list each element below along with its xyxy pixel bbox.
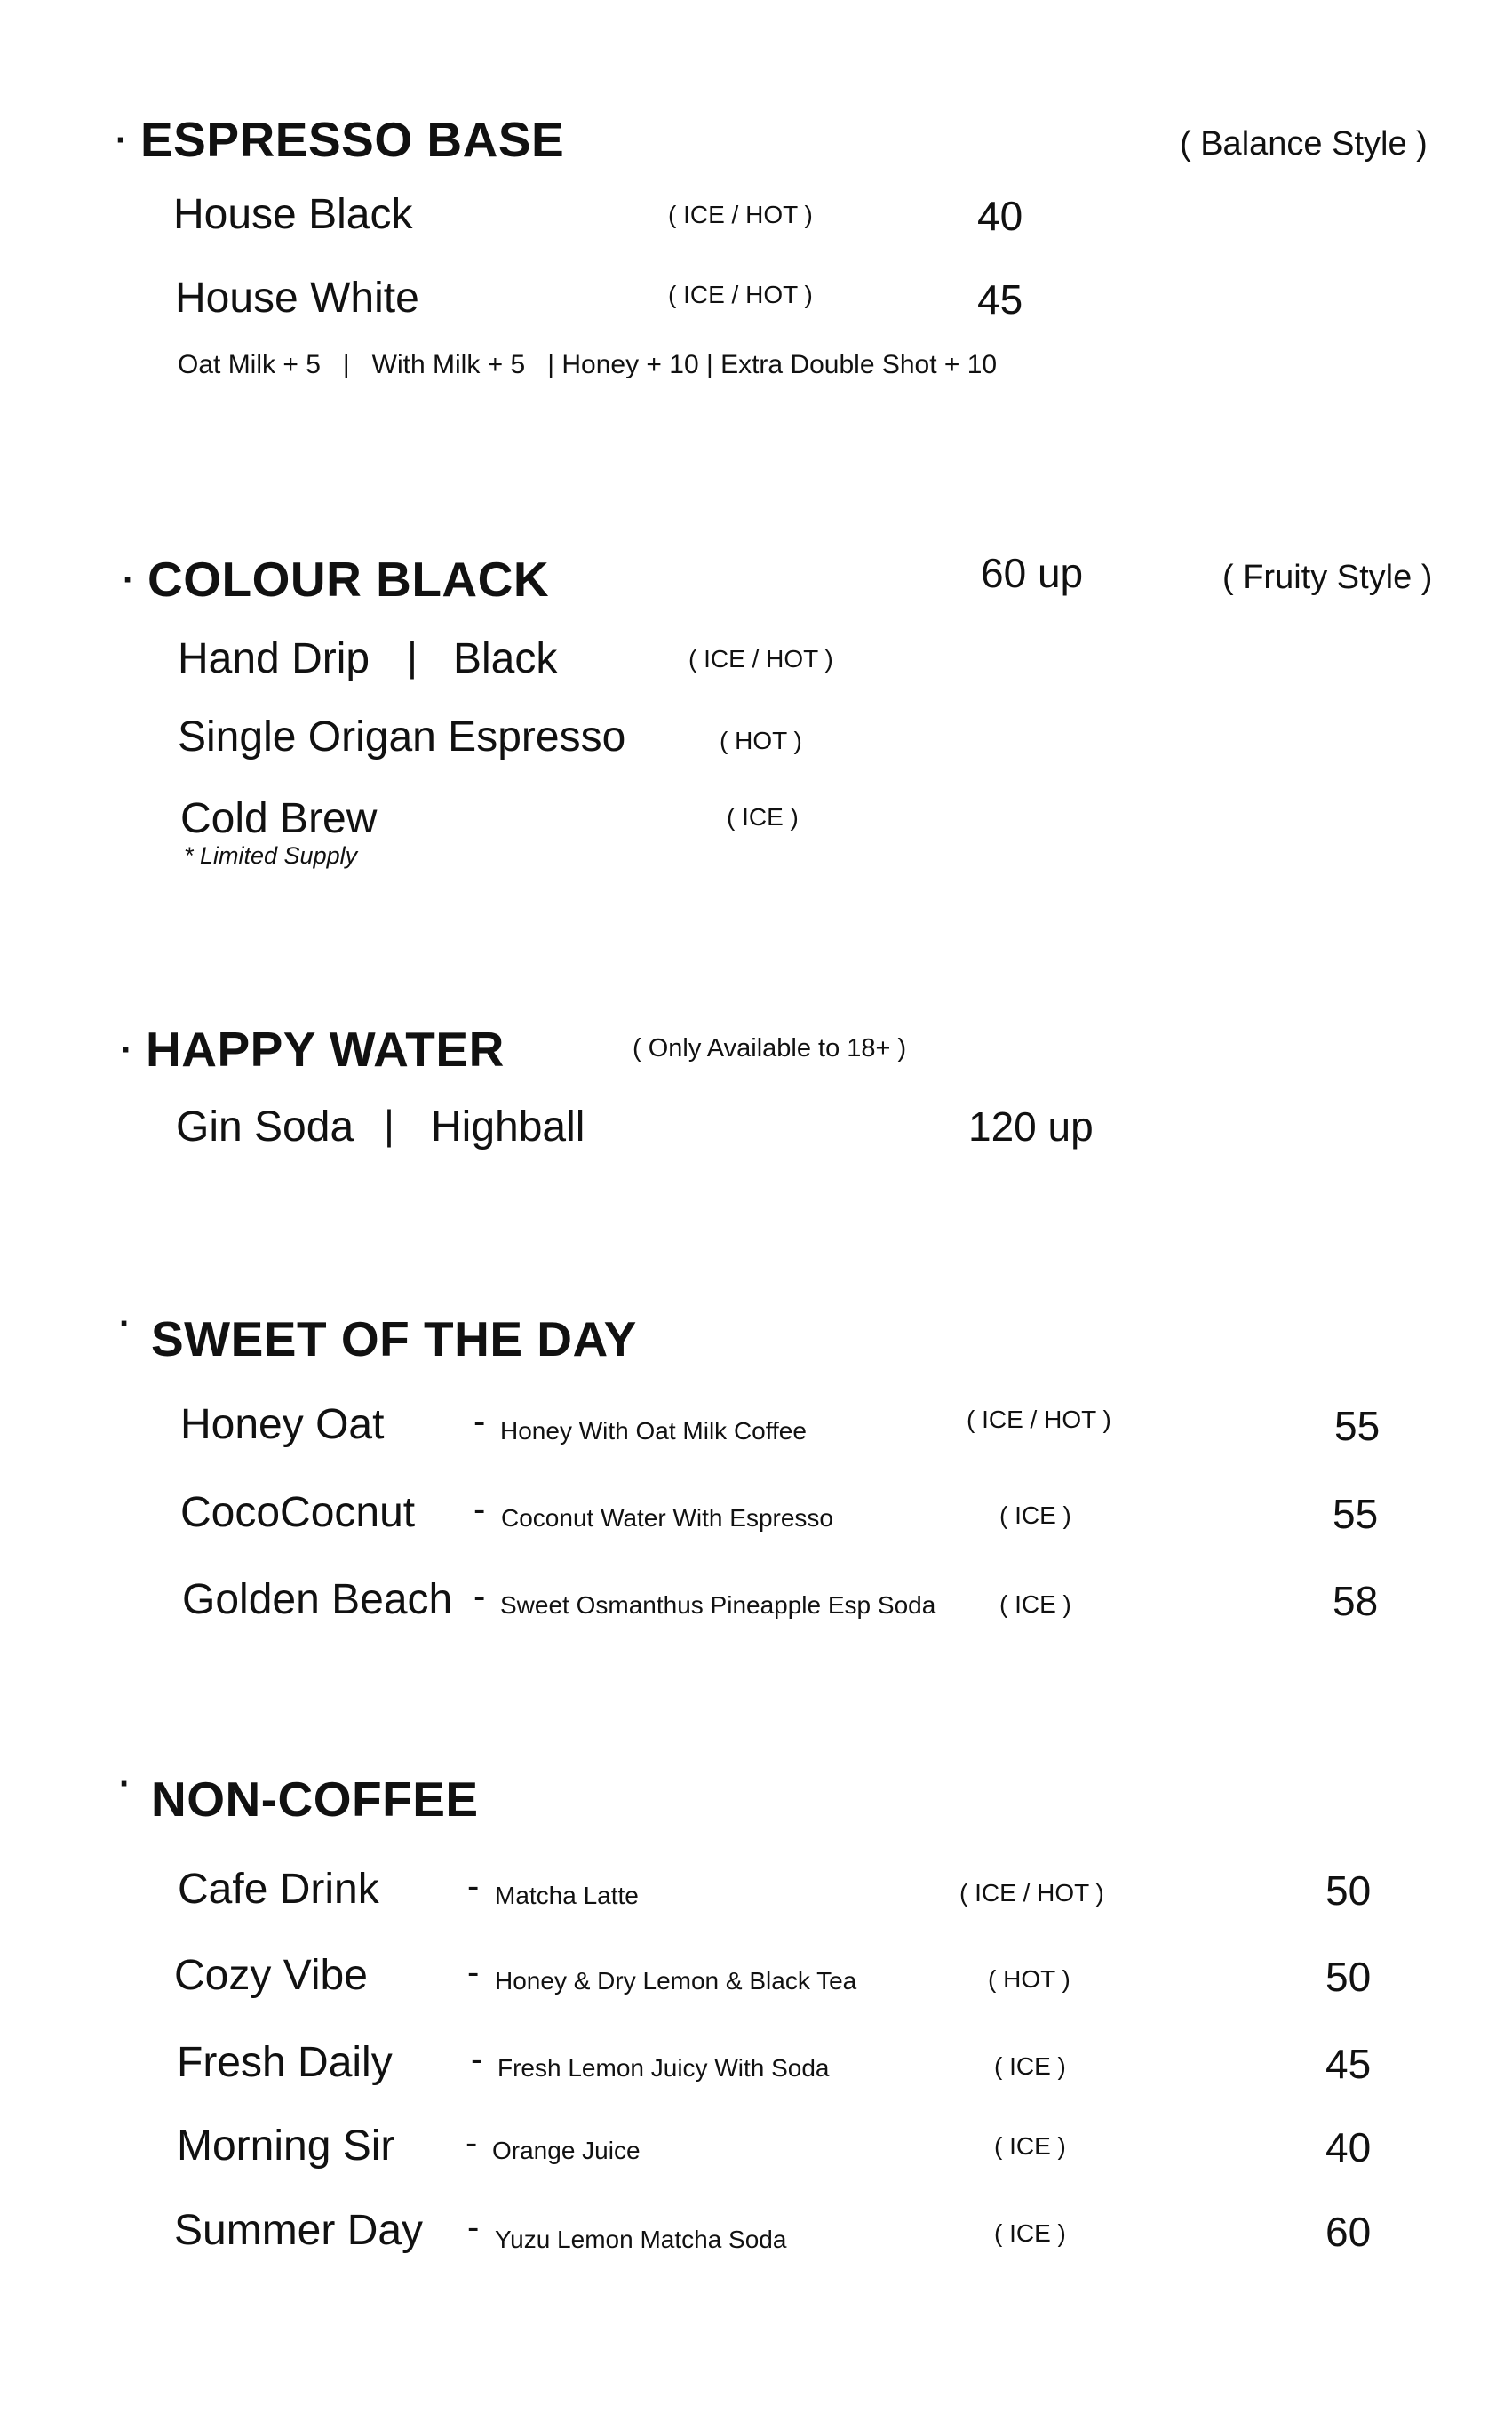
menu-item-temp: ( ICE / HOT ) xyxy=(967,1406,1111,1433)
menu-item-name: CocoCocnut xyxy=(180,1489,416,1536)
menu-item-name: Summer Day xyxy=(174,2207,424,2254)
limited-supply-note: * Limited Supply xyxy=(184,842,358,869)
menu-item-name: Honey Oat xyxy=(180,1401,385,1448)
menu-item-desc: Matcha Latte xyxy=(495,1882,639,1909)
section-bullet: · xyxy=(119,1764,131,1804)
section-title-colour-black: COLOUR BLACK xyxy=(147,552,550,607)
menu-item-dash: - xyxy=(473,1577,486,1616)
colour-black-style-note: ( Fruity Style ) xyxy=(1222,559,1433,596)
menu-item-dash: - xyxy=(471,2040,483,2079)
menu-item-price: 60 xyxy=(1325,2209,1372,2255)
menu-item-name: Golden Beach xyxy=(182,1576,453,1623)
section-bullet: · xyxy=(123,561,135,600)
menu-item-name: House White xyxy=(175,275,419,322)
menu-item-price: 45 xyxy=(1325,2041,1372,2087)
menu-item-name: Highball xyxy=(431,1103,585,1151)
menu-item-dash: - xyxy=(473,1402,486,1441)
menu-item-price: 58 xyxy=(1333,1578,1379,1624)
menu-item-price: 55 xyxy=(1334,1403,1381,1449)
menu-item-name: Cold Brew xyxy=(180,795,378,842)
menu-item-separator: | xyxy=(407,633,418,680)
menu-item-temp: ( ICE / HOT ) xyxy=(668,281,813,308)
menu-item-separator: | xyxy=(384,1102,394,1148)
menu-item-desc: Honey & Dry Lemon & Black Tea xyxy=(495,1967,857,1995)
menu-item-desc: Sweet Osmanthus Pineapple Esp Soda xyxy=(500,1591,936,1619)
menu-item-dash: - xyxy=(467,2208,480,2247)
section-title-espresso: ESPRESSO BASE xyxy=(140,112,565,167)
menu-item-desc: Coconut Water With Espresso xyxy=(501,1504,833,1532)
menu-item-name: Morning Sir xyxy=(177,2122,395,2170)
menu-item-name: Hand Drip xyxy=(178,635,370,682)
menu-item-name: Cozy Vibe xyxy=(174,1952,368,1999)
menu-item-name: House Black xyxy=(173,191,413,238)
section-bullet: · xyxy=(119,1304,131,1343)
menu-item-price: 40 xyxy=(1325,2124,1372,2170)
menu-item-temp: ( ICE ) xyxy=(994,2132,1066,2160)
menu-item-temp: ( ICE / HOT ) xyxy=(688,645,833,673)
menu-item-name: Cafe Drink xyxy=(178,1866,379,1913)
menu-item-price: 50 xyxy=(1325,1954,1372,2000)
menu-item-temp: ( ICE ) xyxy=(999,1501,1071,1529)
menu-item-price: 120 up xyxy=(968,1103,1094,1150)
section-title-happy-water: HAPPY WATER xyxy=(146,1022,505,1077)
menu-item-dash: - xyxy=(466,2123,478,2162)
menu-item-price: 50 xyxy=(1325,1868,1372,1914)
age-note: ( Only Available to 18+ ) xyxy=(633,1034,907,1063)
menu-item-price: 45 xyxy=(977,276,1023,323)
menu-item-temp: ( ICE / HOT ) xyxy=(959,1879,1104,1907)
menu-item-dash: - xyxy=(473,1490,486,1529)
menu-item-price: 40 xyxy=(977,193,1023,239)
menu-item-desc: Fresh Lemon Juicy With Soda xyxy=(497,2054,830,2082)
menu-item-name: Fresh Daily xyxy=(177,2039,393,2086)
menu-item-temp: ( HOT ) xyxy=(720,727,802,754)
menu-item-desc: Orange Juice xyxy=(492,2137,641,2164)
menu-item-name: Single Origan Espresso xyxy=(178,713,626,761)
menu-item-name: Black xyxy=(453,635,558,682)
menu-item-temp: ( ICE / HOT ) xyxy=(668,201,813,228)
section-bullet: · xyxy=(121,1031,133,1070)
menu-item-desc: Honey With Oat Milk Coffee xyxy=(500,1417,807,1445)
menu-item-dash: - xyxy=(467,1867,480,1906)
menu-item-price: 55 xyxy=(1333,1491,1379,1537)
menu-item-dash: - xyxy=(467,1953,480,1992)
menu-item-temp: ( ICE ) xyxy=(994,2052,1066,2080)
menu-item-temp: ( ICE ) xyxy=(994,2219,1066,2247)
menu-item-name: Gin Soda xyxy=(176,1103,354,1151)
menu-item-temp: ( ICE ) xyxy=(999,1590,1071,1618)
espresso-addons: Oat Milk + 5 | With Milk + 5 | Honey + 10 | Extra Double Shot + 10 xyxy=(178,350,998,379)
menu-item-desc: Yuzu Lemon Matcha Soda xyxy=(495,2226,787,2253)
colour-black-price: 60 up xyxy=(981,550,1084,596)
menu-item-temp: ( HOT ) xyxy=(988,1965,1070,1993)
espresso-style-note: ( Balance Style ) xyxy=(1180,125,1428,163)
section-title-non-coffee: NON-COFFEE xyxy=(151,1772,479,1827)
section-title-sweet: SWEET OF THE DAY xyxy=(151,1311,637,1366)
section-bullet: · xyxy=(115,121,128,160)
menu-item-temp: ( ICE ) xyxy=(727,803,799,831)
